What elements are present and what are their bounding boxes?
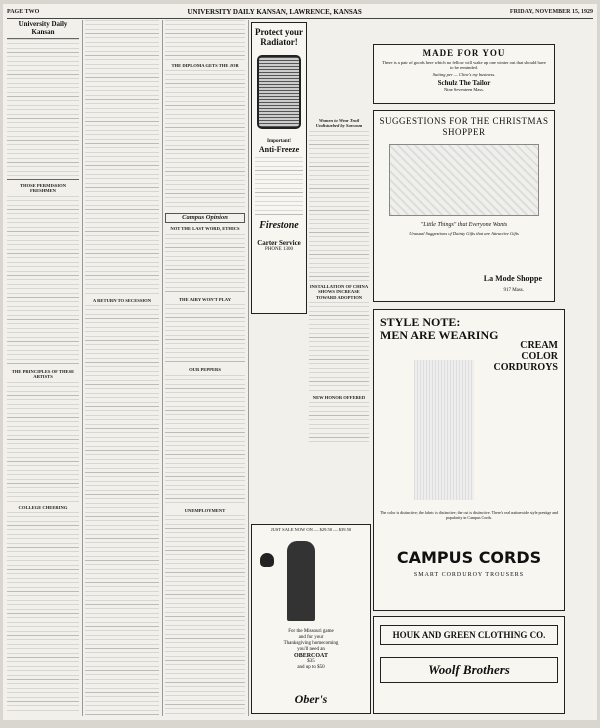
cream-color-headline: CREAM COLOR CORDUROYS	[493, 340, 558, 373]
christmas-ad	[373, 110, 555, 302]
christmas-text: "Little Things" that Everyone Wants	[420, 222, 508, 228]
trousers-illustration	[414, 360, 474, 500]
editorial-head-2: THE PRINCIPLES OF THESE ARTISTS	[11, 368, 75, 380]
newspaper-page	[3, 4, 597, 720]
radiator-headline: Protect your Radiator!	[254, 27, 304, 47]
issue-date: FRIDAY, NOVEMBER 15, 1929	[509, 9, 593, 15]
column-four-head-3: NEW HONOR OFFERED	[312, 395, 366, 401]
campus-opinion-head: Campus Opinion	[165, 213, 245, 223]
carter-phone: PHONE 1300	[265, 247, 293, 252]
christmas-subtext: Unusual Suggestions of Dainty Gifts that are Attractive Gifts	[409, 231, 519, 236]
obers-line-3: Thanksgiving homecoming	[283, 641, 339, 646]
column-four-text-3	[309, 402, 369, 442]
tailor-address: Nine Seventeen Mass.	[443, 87, 485, 93]
obers-line-1: For the Missouri game	[288, 629, 334, 634]
column-four-text-2	[309, 302, 369, 392]
radiator-body-text	[255, 157, 303, 217]
la-mode-address: 917 Mass.	[503, 288, 524, 293]
turkey-icon	[260, 553, 274, 567]
column-three-text-3	[165, 234, 245, 294]
campus-cords-note: The color is distinctive; the fabric is distinctive; the cut is distinctive. There's real nationwide style prestige and popularity in Campus Cords.	[380, 510, 558, 520]
staff-box	[7, 38, 79, 180]
column-three-text-4	[165, 304, 245, 364]
column-three-head-4: THE AIRY WON'T PLAY	[178, 296, 232, 302]
obers-ad	[251, 524, 371, 714]
newspaper-title: UNIVERSITY DAILY KANSAN, LAWRENCE, KANSAS	[187, 8, 362, 16]
campus-cords-brand: CAMPUS CORDS	[396, 548, 542, 567]
page-number: PAGE TWO	[7, 9, 40, 15]
editorial-column	[7, 20, 79, 716]
obers-line-4: you'll need an	[297, 647, 325, 652]
tailor-ad	[373, 44, 555, 104]
woolf-brothers-logo: Woolf Brothers	[380, 657, 558, 683]
editorial-head-1: THOSE PERMISSION FRESHMEN	[19, 183, 67, 194]
column-three	[165, 20, 245, 716]
campus-cords-ad	[373, 309, 565, 611]
column-four-head-2: INSTALLATION OF CHINA SHOWS INCREASE TOWARD ADOPTION	[309, 283, 369, 300]
tailor-name: Schulz The Tailor	[437, 79, 491, 88]
column-three-head-5: OUR PEPPERS	[189, 367, 221, 373]
la-mode-shoppe: La Mode Shoppe	[483, 274, 542, 283]
column-rule	[162, 20, 163, 716]
masthead	[7, 6, 593, 19]
column-three-head-6: UNEMPLOYMENT	[184, 507, 226, 513]
column-rule	[82, 20, 83, 716]
column-three-text	[165, 20, 245, 60]
column-three-head-3: NOT THE LAST WORD, ETHICS	[170, 226, 240, 232]
obers-price-2: and up to $50	[297, 665, 325, 670]
important-text: Important!	[267, 139, 291, 144]
style-note-headline: STYLE NOTE:	[380, 315, 461, 329]
anti-freeze-text: Anti-Freeze	[258, 145, 300, 154]
made-for-you-title: MADE FOR YOU	[422, 48, 506, 58]
firestone-ad	[251, 22, 307, 314]
christmas-title: SUGGESTIONS FOR THE CHRISTMAS SHOPPER	[379, 116, 549, 137]
column-two-head-1: A RETURN TO SECESSION	[92, 298, 152, 303]
editorial-text-3	[7, 512, 79, 712]
spacer	[309, 20, 369, 115]
tailor-text: There is a pair of goods here which no fellow will wake up one winter out that should have to be reminded.	[382, 60, 546, 71]
editorial-flag: University Daily Kansan	[18, 20, 68, 36]
editorial-text-2	[7, 382, 79, 502]
column-three-head-1: THE DIPLOMA GETS THE JOB	[171, 63, 239, 68]
column-rule	[248, 20, 249, 716]
column-three-text-2	[165, 70, 245, 210]
firestone-logo: Firestone	[259, 220, 299, 231]
column-four-text	[309, 131, 369, 281]
obers-price-1: $35	[307, 659, 315, 664]
obers-line-2: and for your	[298, 635, 324, 640]
men-wearing-headline: MEN ARE WEARING	[380, 328, 499, 342]
houk-green-logo: HOUK AND GREEN CLOTHING CO.	[380, 625, 558, 645]
column-three-text-5	[165, 375, 245, 505]
editorial-text	[7, 196, 79, 366]
radiator-illustration	[257, 55, 301, 129]
column-three-text-6	[165, 515, 245, 715]
obers-item: OBERCOAT	[294, 653, 328, 659]
carter-service: Carter Service	[257, 239, 301, 247]
obers-logo: Ober's	[294, 692, 328, 706]
obers-copy	[252, 629, 370, 671]
editorial-head-3: COLLEGE CHEERING	[18, 504, 68, 510]
store-ads	[373, 616, 565, 714]
gift-illustration	[389, 144, 539, 216]
campus-cords-tagline: SMART CORDUROY TROUSERS	[413, 572, 525, 578]
overcoat-figure	[287, 541, 315, 621]
column-two	[85, 20, 159, 716]
obers-sale: JUST SALE NOW ON — $29.50 — $39.50	[270, 527, 352, 532]
column-two-text-2	[85, 305, 159, 716]
tailor-tagline: Suiting per — Cline's my business.	[432, 72, 496, 78]
column-two-text	[85, 20, 159, 295]
column-four-head-1: Women to Wear Trail Undisturbed by Sarcasm	[315, 118, 363, 129]
